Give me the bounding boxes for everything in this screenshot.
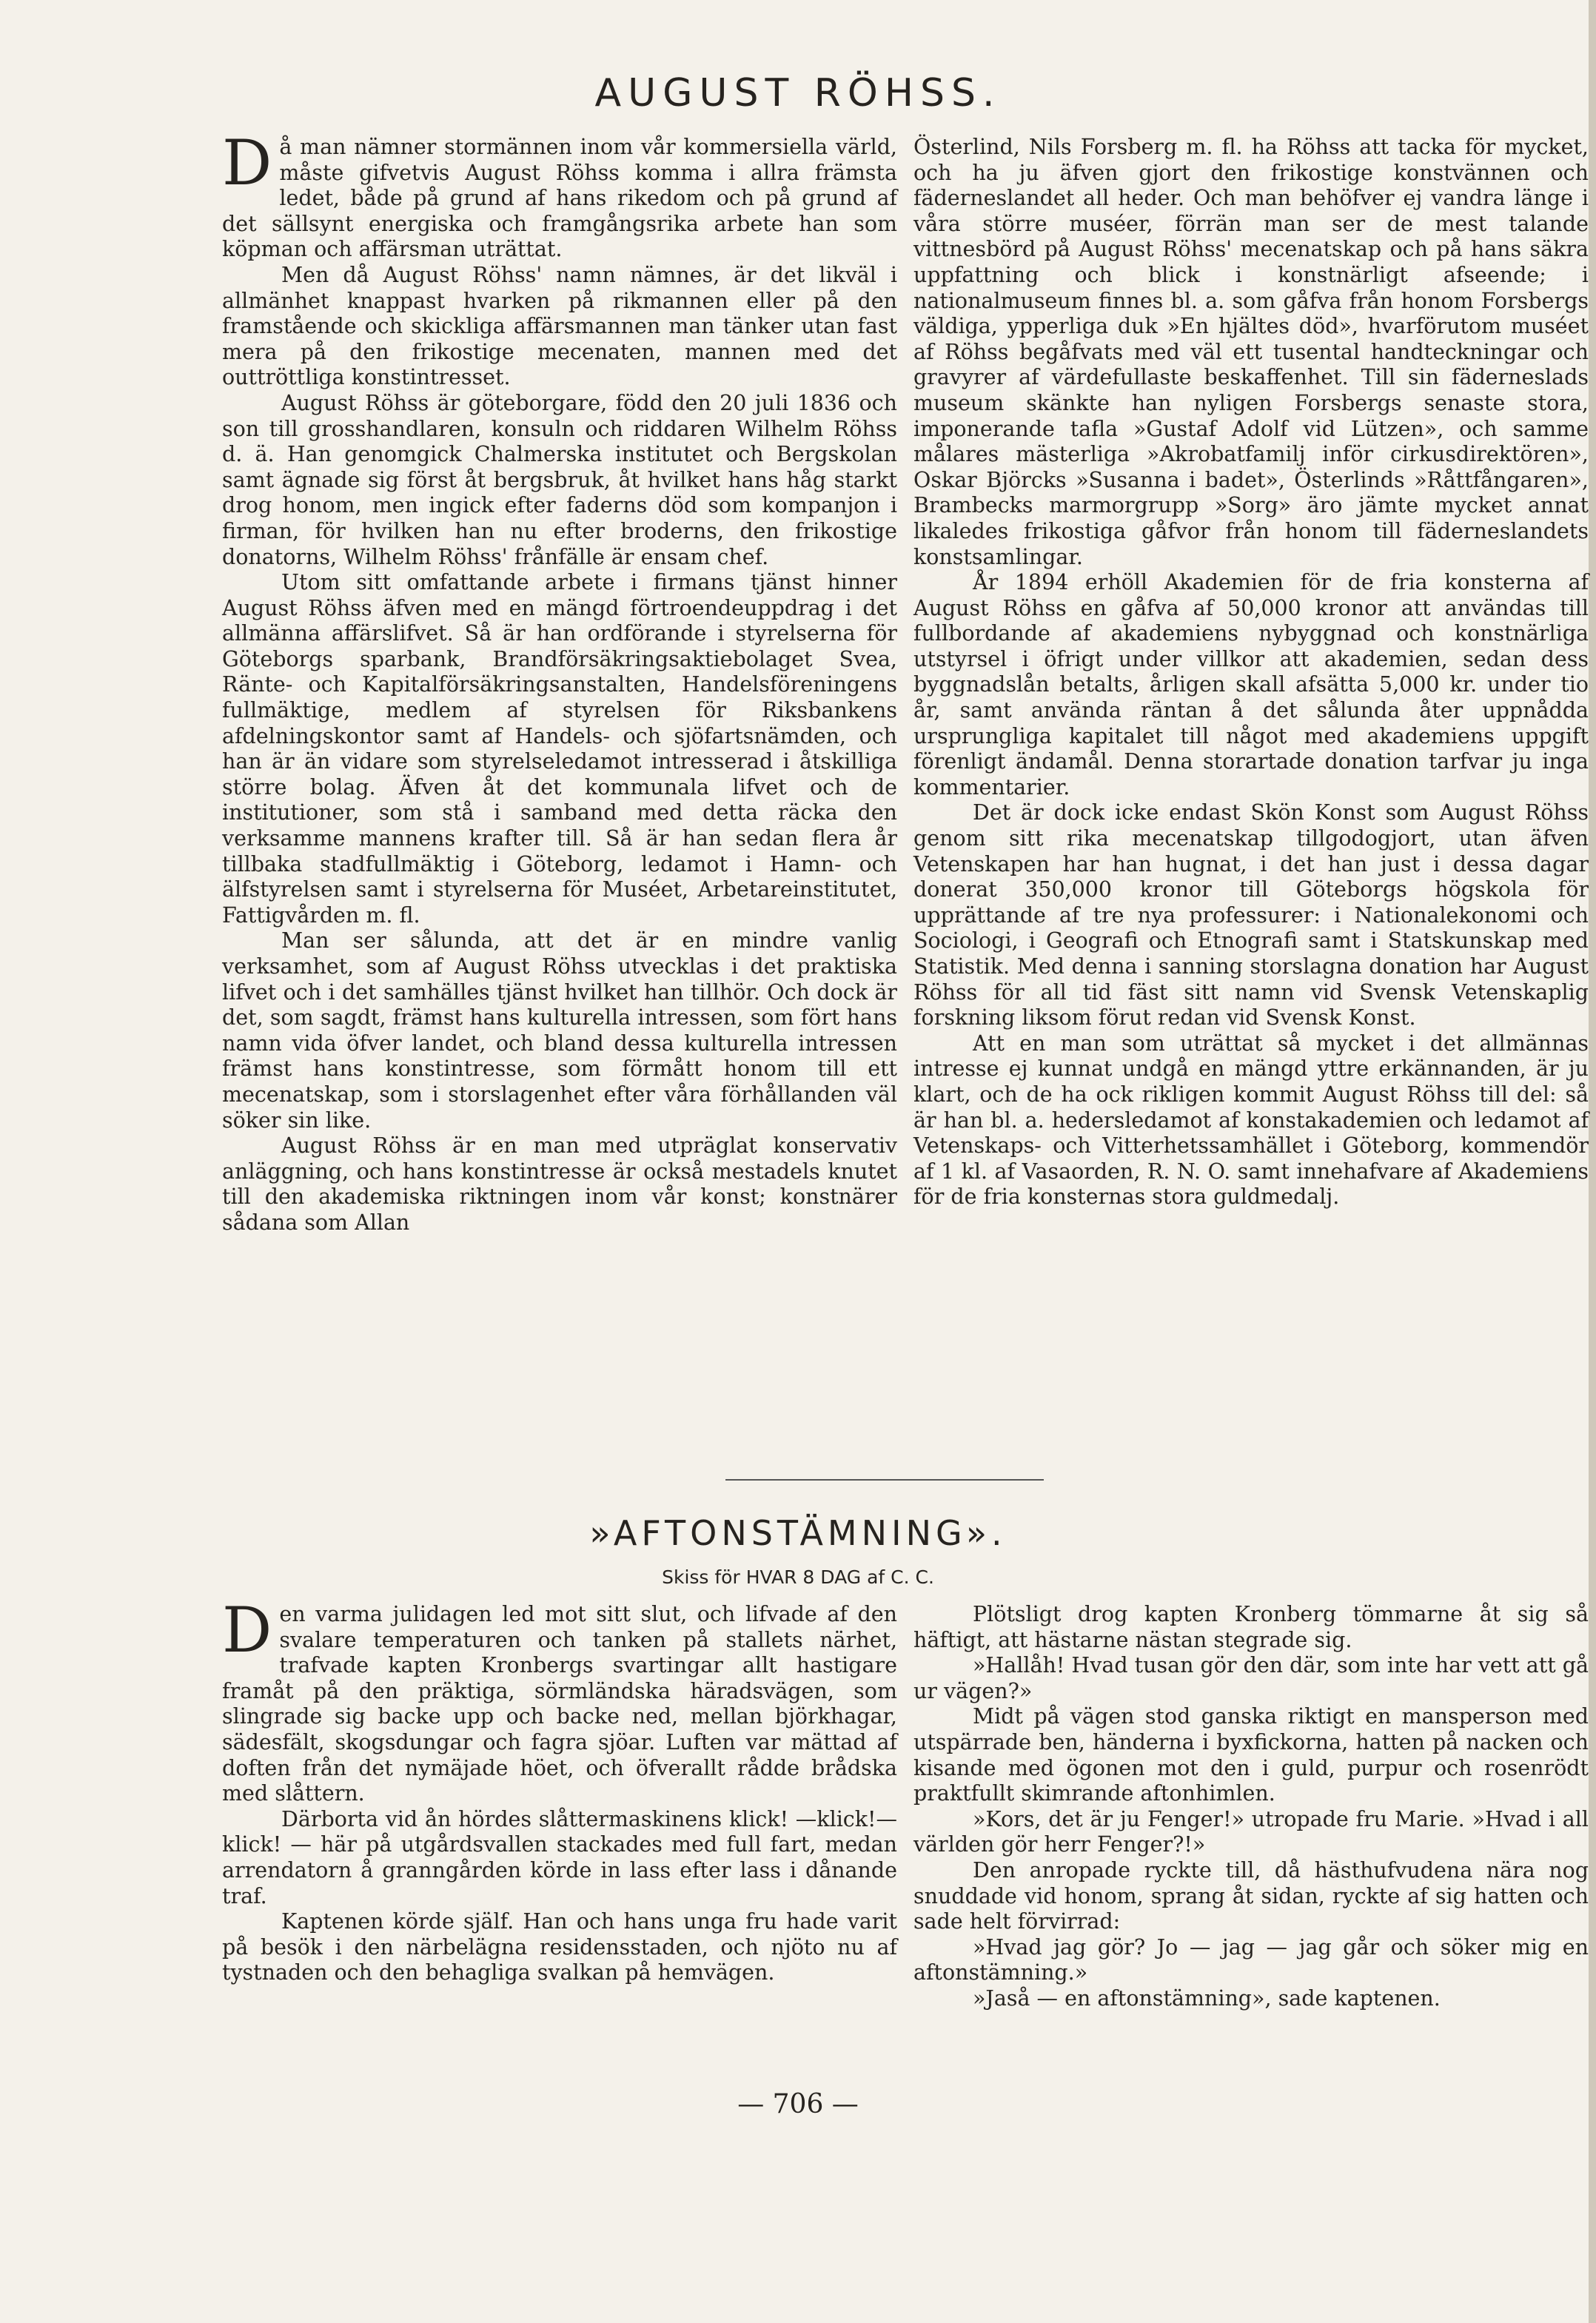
paragraph: August Röhss är göteborgare, född den 20 juli 1836 och son till grosshandlaren, konsuln och riddaren Wilhelm Röhss d. ä. Han genomgick Chalmerska institutet och Bergskolan samt ägnade sig först åt bergsbruk, åt hvilket hans håg starkt drog honom, men ingick efter faderns död som kompanjon i firman, för hvilken han nu efter broderns, den frikostige donatorns, Wilhelm Röhss' frånfälle är ensam chef. xyxy=(222,390,897,569)
drop-cap: D xyxy=(222,1594,272,1666)
article-subtitle: Skiss för HVAR 8 DAG af C. C. xyxy=(662,1566,934,1588)
drop-cap: D xyxy=(222,127,272,199)
paragraph: Man ser sålunda, att det är en mindre vanlig verksamhet, som af August Röhss utvecklas i det praktiska lifvet och i det samhälles tjänst hvilket han tillhör. Och dock är det, som sagdt, främst hans kulturella intressen, som fört hans namn vida öfver landet, och bland dessa kulturella intressen främst hans konstintresse, som förmått honom till ett mecenatskap, som i storslagenhet efter våra förhållanden väl söker sin like. xyxy=(222,928,897,1133)
paragraph: »Hvad jag gör? Jo — jag — jag går och söker mig en aftonstämning.» xyxy=(913,1934,1589,1985)
article-rohss-column-right xyxy=(913,135,1589,1210)
paragraph: Då man nämner stormännen inom vår kommersiella värld, måste gifvetvis August Röhss komma i allra främsta ledet, både på grund af hans rikedom och på grund af det sällsynt energiska och framgångsrika arbete han som köpman och affärsman uträttat. xyxy=(222,127,897,262)
paragraph: »Kors, det är ju Fenger!» utropade fru Marie. »Hvad i all världen gör herr Fenger?!» xyxy=(913,1806,1589,1857)
paragraph: Men då August Röhss' namn nämnes, är det likväl i allmänhet knappast hvarken på rikmannen eller på den framstående och skickliga affärsmannen man tänker utan fast mera på den frikostige mecenaten, mannen med det outtröttliga konstintresset. xyxy=(222,262,897,390)
paragraph: Det är dock icke endast Skön Konst som August Röhss genom sitt rika mecenatskap tillgodogjort, utan äfven Vetenskapen har han hugnat, i det han just i dessa dagar donerat 350,000 kronor till Göteborgs högskola för upprättande af tre nya professurer: i Nationalekonomi och Sociologi, i Geografi och Etnografi samt i Statskunskap med Statistik. Med denna i sanning storslagna donation har August Röhss för all tid fäst sitt namn vid Svensk Vetenskaplig forskning liksom förut redan vid Svensk Konst. xyxy=(913,800,1589,1030)
paragraph: Den varma julidagen led mot sitt slut, och lifvade af den svalare temperaturen och tanken på stallets närhet, trafvade kapten Kronbergs svartingar allt hastigare framåt på den präktiga, sörmländska häradsvägen, som slingrade sig backe upp och backe ned, mellan björkhagar, sädesfält, skogsdungar och fagra sjöar. Luften var mättad af doften från det nymäjade höet, och öfverallt rådde brådska med slåttern. xyxy=(222,1594,897,1806)
article-title-aftonstamning: »AFTONSTÄMNING». xyxy=(589,1513,1007,1553)
paragraph: År 1894 erhöll Akademien för de fria konsterna af August Röhss en gåfva af 50,000 kronor att användas till fullbordande af akademiens nybyggnad och konstnärliga utstyrsel i öfrigt under villkor att akademien, sedan dess byggnadslån betalts, årligen skall afsätta 5,000 kr. under tio år, samt använda räntan å det sålunda åter uppnådda ursprungliga kapitalet till något med akademiens uppgift förenligt ändamål. Denna storartade donation tarfvar ju inga kommentarier. xyxy=(913,570,1589,800)
paragraph: Plötsligt drog kapten Kronberg tömmarne åt sig så häftigt, att hästarne nästan stegrade sig. xyxy=(913,1602,1589,1652)
paragraph: August Röhss är en man med utpräglat konservativ anläggning, och hans konstintresse är också mestadels knutet till den akademiska riktningen inom vår konst; konstnärer sådana som Allan xyxy=(222,1133,897,1235)
paragraph: »Jaså — en aftonstämning», sade kaptenen. xyxy=(973,1985,1441,2011)
paragraph: Att en man som uträttat så mycket i det allmännas intresse ej kunnat undgå en mängd yttre erkännanden, är ju klart, och de ha ock rikligen kommit August Röhss till del: så är han bl. a. hedersledamot af konstakademien och ledamot af Vetenskaps- och Vitterhetssamhället i Göteborg, kommendör af 1 kl. af Vasaorden, R. N. O. samt innehafvare af Akademiens för de fria konsternas stora guldmedalj. xyxy=(913,1030,1589,1210)
article-title-rohss: AUGUST RÖHSS. xyxy=(594,71,1002,115)
article-rohss-column-left xyxy=(222,127,897,1236)
section-divider xyxy=(725,1479,1044,1481)
paragraph: Den anropade ryckte till, då hästhufvudena nära nog snuddade vid honom, sprang åt sidan, ryckte af sig hatten och sade helt förvirrad: xyxy=(913,1857,1589,1934)
paragraph: Kaptenen körde själf. Han och hans unga fru hade varit på besök i den närbelägna residensstaden, och njöto nu af tystnaden och den behagliga svalkan på hemvägen. xyxy=(222,1909,897,1985)
paragraph: Därborta vid ån hördes slåttermaskinens klick! —klick!—klick! — här på utgårdsvallen stackades med full fart, medan arrendatorn å granngården körde in lass efter lass i dånande traf. xyxy=(222,1806,897,1908)
paragraph: »Hallåh! Hvad tusan gör den där, som inte har vett att gå ur vägen?» xyxy=(913,1653,1589,1703)
page-number: — 706 — xyxy=(737,2089,859,2119)
page-edge xyxy=(1589,0,1596,2323)
article-aftonstamning-column-left xyxy=(222,1594,897,1986)
paragraph: Midt på vägen stod ganska riktigt en mansperson med utspärrade ben, händerna i byxfickorna, hatten på nacken och kisande med ögonen mot den i guld, purpur och rosenrödt praktfullt skimrande aftonhimlen. xyxy=(913,1704,1589,1806)
article-aftonstamning-column-right xyxy=(913,1602,1589,2012)
paragraph: Österlind, Nils Forsberg m. fl. ha Röhss att tacka för mycket, och ha ju äfven gjort den frikostige konstvännen och fäderneslandet all heder. Och man behöfver ej vandra länge i våra större muséer, förrän man ser de mest talande vittnesbörd på August Röhss' mecenatskap och på hans säkra uppfattning och blick i konstnärligt afseende; i nationalmuseum finnes bl. a. som gåfva från honom Forsbergs väldiga, ypperliga duk »En hjältes död», hvarförutom muséet af Röhss begåfvats med väl ett tusental handteckningar och gravyrer af värdefullaste beskaffenhet. Till sin fäderneslads museum skänkte han nyligen Forsbergs senaste stora, imponerande tafla »Gustaf Adolf vid Lützen», och samme målares mästerliga »Akrobatfamilj inför cirkusdirektören», Oskar Björcks »Susanna i badet», Österlinds »Råttfångaren», Brambecks marmorgrupp »Sorg» äro jämte mycket annat likaledes frikostiga gåfvor från honom till fäderneslandets konstsamlingar. xyxy=(913,135,1589,569)
paragraph: Utom sitt omfattande arbete i firmans tjänst hinner August Röhss äfven med en mängd förtroendeuppdrag i det allmänna affärslifvet. Så är han ordförande i styrelserna för Göteborgs sparbank, Brandförsäkringsaktiebolaget Svea, Ränte- och Kapitalförsäkringsanstalten, Handelsföreningens fullmäktige, medlem af styrelsen för Riksbankens afdelningskontor samt af Handels- och sjöfartsnämden, och han är än vidare som styrelseledamot intresserad i åtskilliga större bolag. Äfven åt det kommunala lifvet och de institutioner, som stå i samband med detta räcka den verksamme mannens krafter till. Så är han sedan flera år tillbaka stadfullmäktig i Göteborg, ledamot i Hamn- och älfstyrelsen samt i styrelserna för Muséet, Arbetareinstitutet, Fattigvården m. fl. xyxy=(222,570,897,928)
